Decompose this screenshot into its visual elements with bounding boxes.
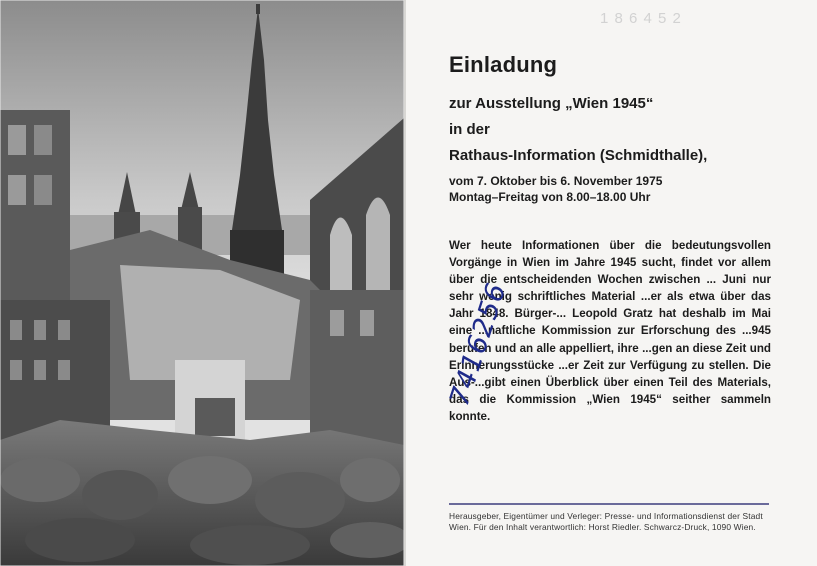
faint-stamp: 1 8 6 4 5 2 [600,10,682,27]
publisher-footer: Herausgeber, Eigentümer und Verleger: Presse- und Informationsdienst der Stadt Wien. Für den Inhalt verantwortlich: Horst Riedler. Schwarcz-Druck, 1090 Wien. [449,511,763,533]
exhibition-line: zur Ausstellung „Wien 1945“ [449,95,654,112]
handwritten-number: 7416256 [444,278,513,410]
location-line: Rathaus-Information (Schmidthalle), [449,147,708,164]
ruins-photograph [0,0,404,566]
location-prefix: in der [449,121,490,138]
invitation-title: Einladung [449,52,558,77]
footer-rule [449,503,769,505]
date-line: vom 7. Oktober bis 6. November 1975 [449,174,663,188]
hours-line: Montag–Freitag von 8.00–18.00 Uhr [449,190,651,204]
body-paragraph: Wer heute Informationen über die bedeutungsvollen Vorgänge in Wien im Jahre 1945 sucht, findet vor allem über die entscheidenden Wochen zwischen ... Juni nur sehr wenig schriftliches Material ...er als etwa über das Jahr 1848. Bürger-... Leopold Gratz hat deshalb im Mai eine ...naftliche Kommission zur Erforschung des ...945 berufen und an alle appelliert, ihre ...gen an diese Zeit und Erinnerungsstücke ...er Zeit zur Verfügung zu stellen. Die Aus-...gibt einen Überblick über einen Teil des Materials, das die Kommission „Wien 1945“ seither sammeln konnte. [449,239,771,423]
